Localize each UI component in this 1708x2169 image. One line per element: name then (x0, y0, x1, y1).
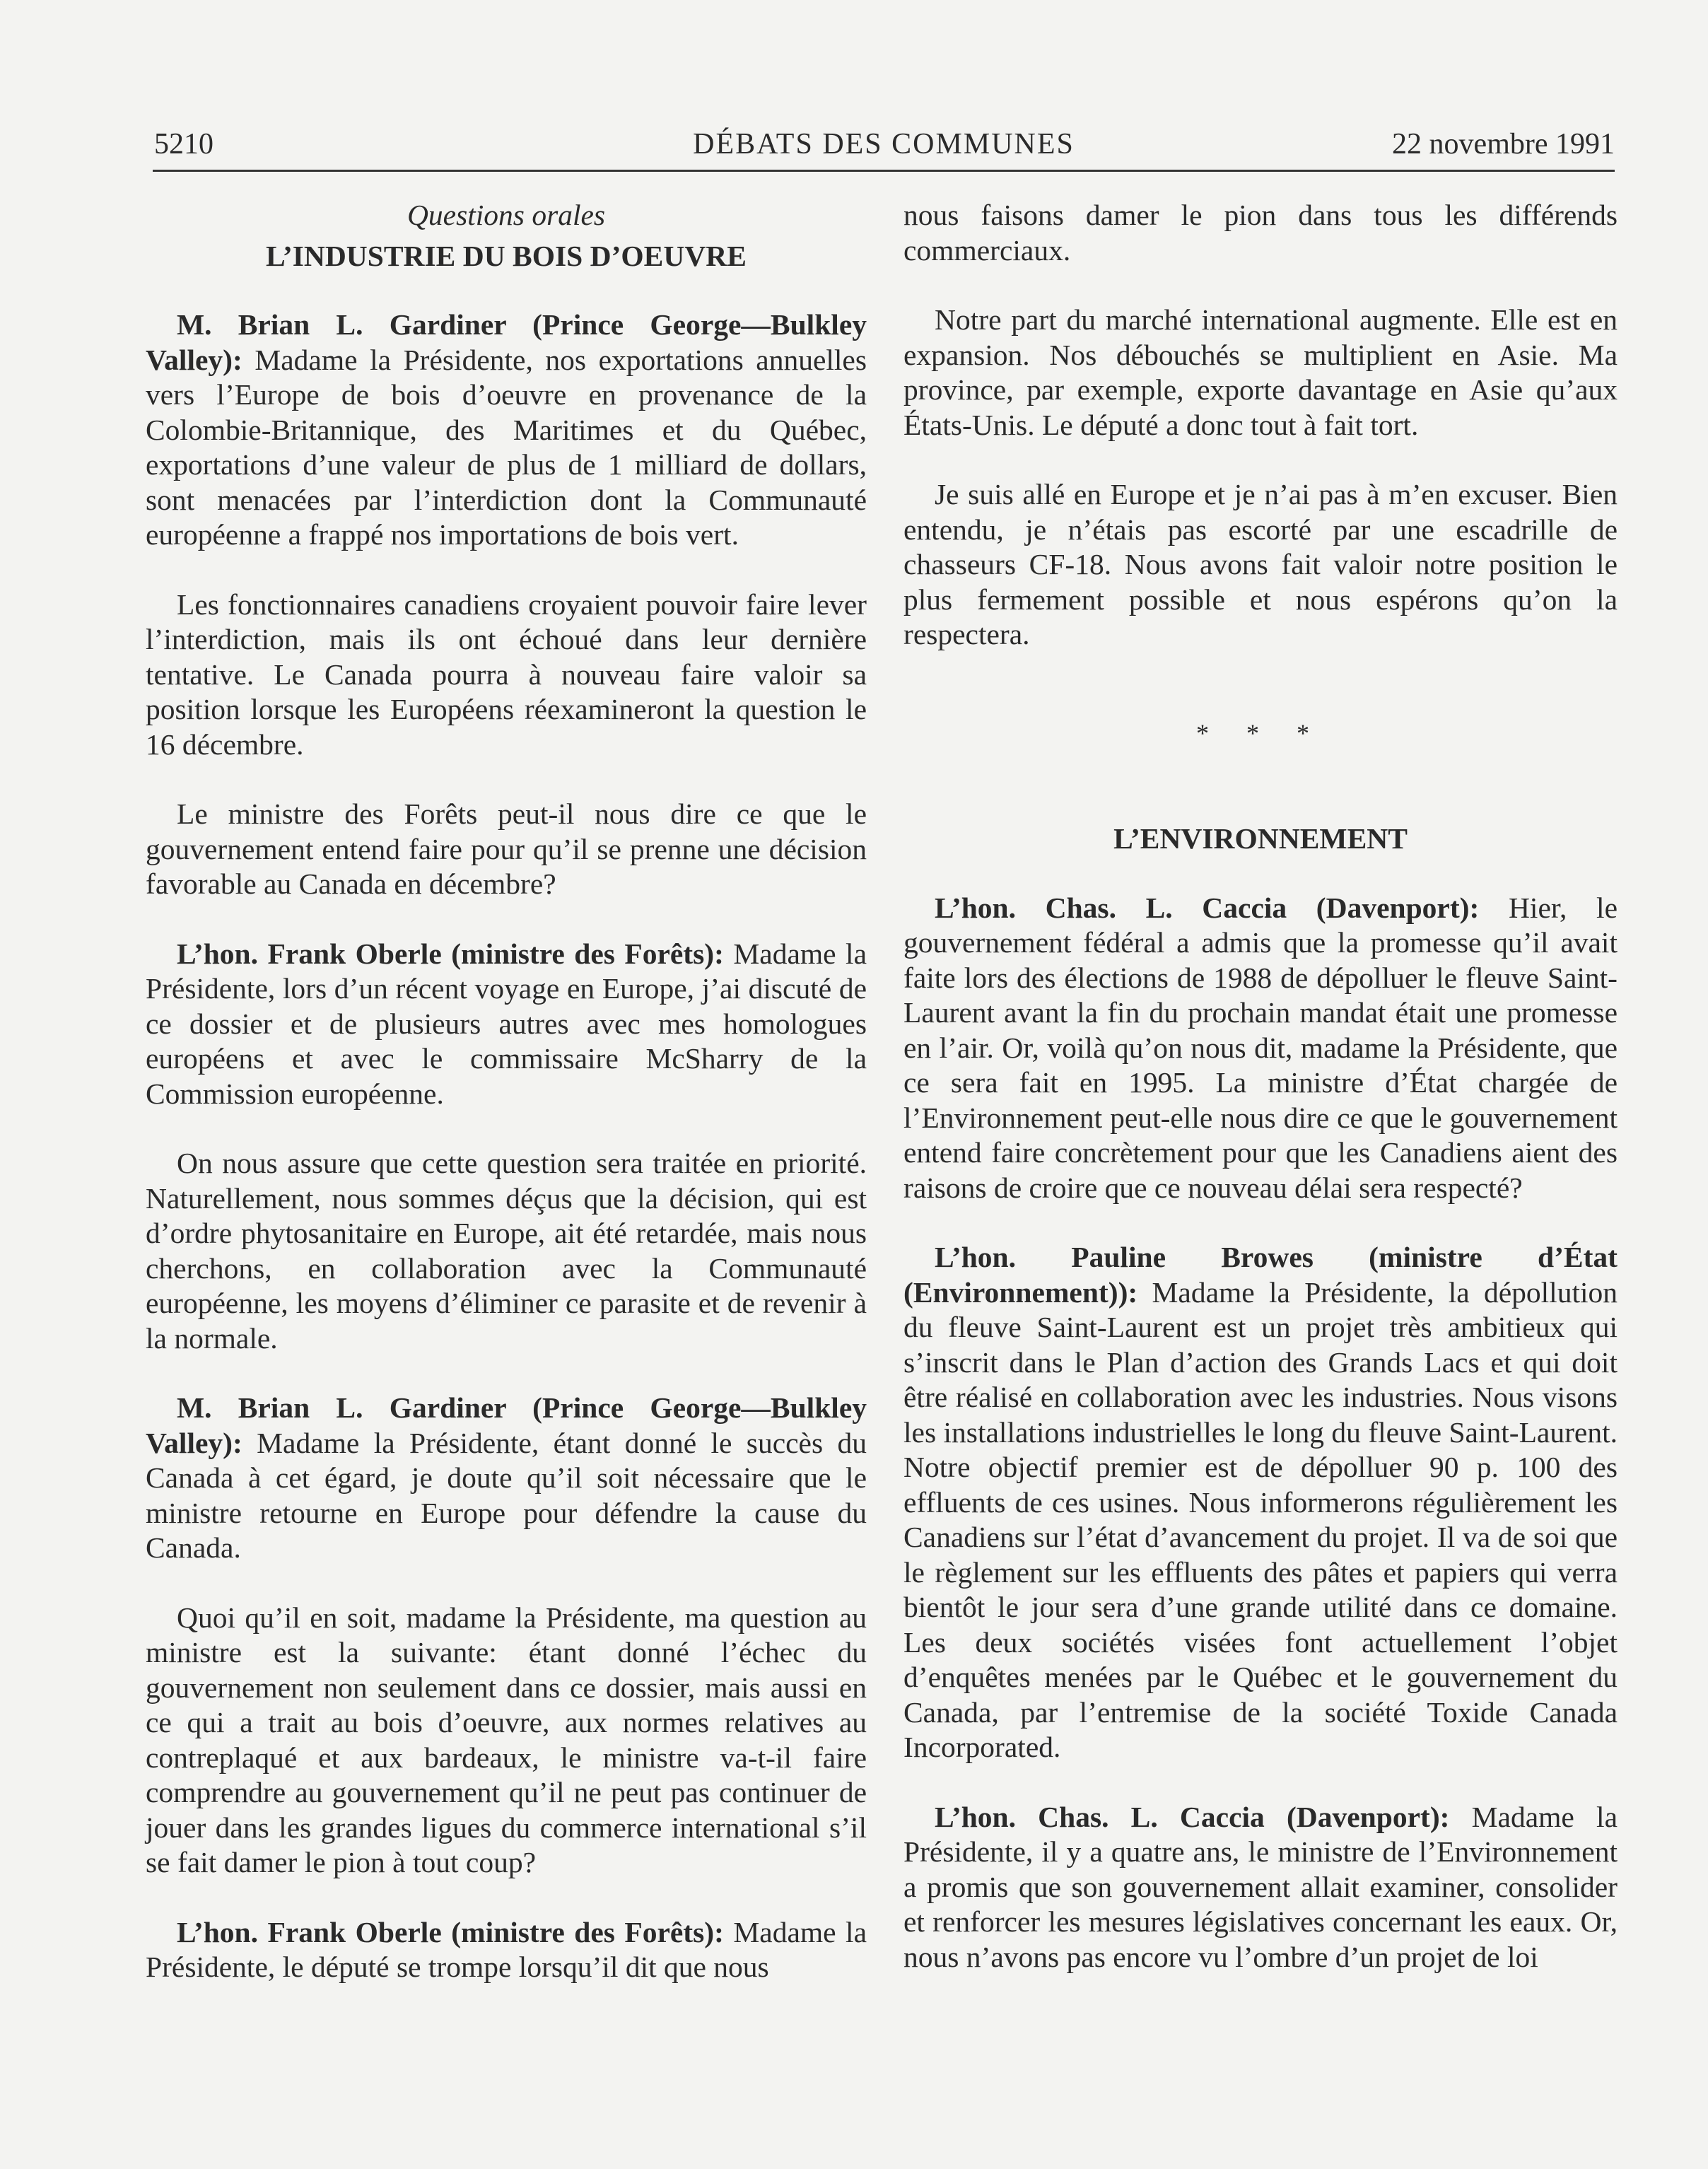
speaker-name: L’hon. Pauline Browes (ministre d’État (Environnement)): (903, 1241, 1618, 1309)
paragraph: Quoi qu’il en soit, madame la Présidente, ma question au ministre est la suivante: étant donné l’échec du gouvernement non seulement dans ce dossier, mais aussi en ce qui a trait au bois d’oeuvre, aux normes relatives au contreplaqué et aux bardeaux, le ministre va-t-il faire comprendre au gouvernement qu’il ne peut pas continuer de jouer dans les grandes ligues du commerce international s’il se fait damer le pion à tout coup? (146, 1601, 867, 1878)
speaker-name: L’hon. Chas. L. Caccia (Davenport): (935, 1800, 1450, 1833)
section-separator: * * * (1196, 718, 1325, 747)
speaker-name: M. Brian L. Gardiner (Prince George—Bulkley Valley): (146, 308, 867, 376)
left-column (146, 198, 867, 2020)
paragraph (146, 937, 867, 1112)
paragraph-text: Madame la Présidente, le député se trompe lorsqu’il dit que nous (146, 1915, 867, 1983)
paragraph (903, 1800, 1618, 1975)
paragraph (903, 891, 1618, 1206)
paragraph (903, 1240, 1618, 1765)
paragraph-text: Madame la Présidente, la dépollution du fleuve Saint-Laurent est un projet très ambitieux qui s’inscrit dans le Plan d’action des Grands Lacs et qui doit être réalisé en collaboration avec les industries. Nous visons les installations industrielles le long du fleuve Saint-Laurent. Notre objectif premier est de dépolluer 90 p. 100 des effluents de ces usines. Nous informerons régulièrement les Canadiens sur l’état d’avancement du projet. Il va de soi que le règlement sur les effluents des pâtes et papiers qui verra bientôt le jour sera d’une grande utilité dans ce domaine. Les deux sociétés visées font actuellement l’objet d’enquêtes menées par le Québec et le gouvernement du Canada, par l’entremise de la société Toxide Canada Incorporated. (903, 1275, 1618, 1763)
paragraph: nous faisons damer le pion dans tous les différends commerciaux. (903, 199, 1618, 267)
page-header (153, 126, 1615, 172)
section-title-environment: L’ENVIRONNEMENT (1113, 822, 1408, 855)
speaker-name: M. Brian L. Gardiner (Prince George—Bulkley Valley): (146, 1391, 867, 1459)
paragraph: Le ministre des Forêts peut-il nous dire ce que le gouvernement entend faire pour qu’il se prenne une décision favorable au Canada en décembre? (146, 797, 867, 900)
paragraph (146, 1915, 867, 1985)
paragraph-text: Madame la Présidente, étant donné le succès du Canada à cet égard, je doute qu’il soit nécessaire que le ministre retourne en Europe pour défendre la cause du Canada. (146, 1426, 867, 1564)
speaker-name: L’hon. Frank Oberle (ministre des Forêts): (177, 937, 724, 970)
page-number: 5210 (154, 128, 214, 160)
paragraph: Notre part du marché international augmente. Elle est en expansion. Nos débouchés se multiplient en Asie. Ma province, par exemple, exporte davantage en Asie qu’aux États-Unis. Le député a donc tout à fait tort. (903, 303, 1618, 441)
speaker-name: L’hon. Frank Oberle (ministre des Forêts): (177, 1915, 724, 1948)
paragraph-text: Madame la Présidente, il y a quatre ans, le ministre de l’Environnement a promis que son gouvernement allait examiner, consolider et renforcer les mesures législatives concernant les eaux. Or, nous n’avons pas encore vu l’ombre d’un projet de loi (903, 1800, 1618, 1973)
publication-title: DÉBATS DES COMMUNES (693, 128, 1075, 160)
speaker-name: L’hon. Chas. L. Caccia (Davenport): (935, 891, 1480, 924)
paragraph-text: Hier, le gouvernement fédéral a admis que la promesse qu’il avait faite lors des élections de 1988 de dépolluer le fleuve Saint-Laurent avant la fin du prochain mandat était une promesse en l’air. Or, voilà qu’on nous dit, madame la Présidente, que ce sera fait en 1995. La ministre d’État chargée de l’Environnement peut-elle nous dire ce que le gouvernement entend faire concrètement pour que les Canadiens aient des raisons de croire que ce nouveau délai sera respecté? (903, 891, 1618, 1204)
paragraph: Je suis allé en Europe et je n’ai pas à m’en excuser. Bien entendu, je n’étais pas escorté par une escadrille de chasseurs CF-18. Nous avons fait valoir notre position le plus fermement possible et nous espérons qu’on la respectera. (903, 478, 1618, 650)
right-column (903, 198, 1618, 2009)
section-title-lumber: L’INDUSTRIE DU BOIS D’OEUVRE (266, 239, 747, 272)
paragraph (146, 1391, 867, 1566)
paragraph-text: Madame la Présidente, lors d’un récent voyage en Europe, j’ai discuté de ce dossier et de plusieurs autres avec mes homologues européens et avec le commissaire McSharry de la Commission européenne. (146, 937, 867, 1110)
paragraph-text: Madame la Présidente, nos exportations annuelles vers l’Europe de bois d’oeuvre en provenance de la Colombie-Britannique, des Maritimes et du Québec, exportations d’une valeur de plus de 1 milliard de dollars, sont menacées par l’interdiction dont la Communauté européenne a frappé nos importations de bois vert. (146, 343, 867, 551)
paragraph (146, 308, 867, 553)
paragraph: Les fonctionnaires canadiens croyaient pouvoir faire lever l’interdiction, mais ils ont échoué dans leur dernière tentative. Le Canada pourra à nouveau faire valoir sa position lorsque les Européens réexamineront la question le 16 décembre. (146, 587, 867, 761)
section-label: Questions orales (406, 199, 606, 231)
page-date: 22 novembre 1991 (1392, 128, 1615, 160)
paragraph: On nous assure que cette question sera traitée en priorité. Naturellement, nous sommes déçus que la décision, qui est d’ordre phytosanitaire en Europe, ait été retardée, mais nous cherchons, en collaboration avec la Communauté européenne, les moyens d’éliminer ce parasite et de revenir à la normale. (146, 1147, 867, 1355)
